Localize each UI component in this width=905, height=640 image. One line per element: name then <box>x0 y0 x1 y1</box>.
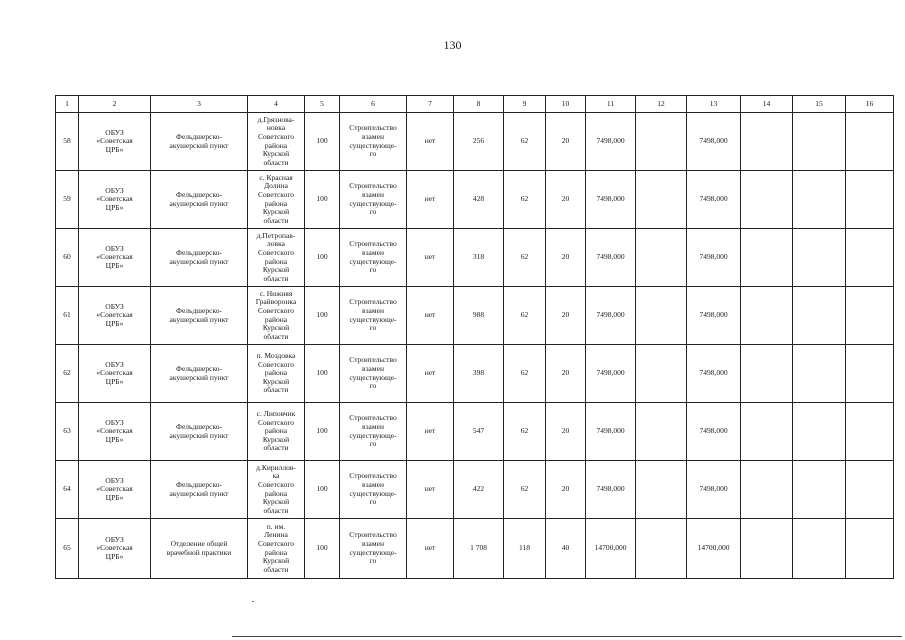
table-cell <box>636 345 687 403</box>
table-cell <box>846 229 894 287</box>
table-cell: д.Петропав- ловка Советского района Курской области <box>248 229 305 287</box>
table-cell: ОБУЗ «Советская ЦРБ» <box>79 171 151 229</box>
table-cell: нет <box>407 519 454 579</box>
column-header: 13 <box>687 96 741 113</box>
table-cell: 7498,000 <box>586 461 636 519</box>
column-header: 7 <box>407 96 454 113</box>
table-row <box>56 345 894 403</box>
column-header: 10 <box>546 96 586 113</box>
table-cell <box>741 171 793 229</box>
table-body <box>56 113 894 579</box>
table-cell <box>793 229 846 287</box>
table-cell: 62 <box>504 229 546 287</box>
table-cell: 547 <box>454 403 504 461</box>
table-cell: 20 <box>546 229 586 287</box>
table-cell: 100 <box>305 287 340 345</box>
column-header: 14 <box>741 96 793 113</box>
table-cell: с. Красная Долина Советского района Курской области <box>248 171 305 229</box>
table-cell: ОБУЗ «Советская ЦРБ» <box>79 519 151 579</box>
table-cell: Фельдшерско- акушерский пункт <box>151 345 248 403</box>
column-header: 15 <box>793 96 846 113</box>
table-cell <box>846 461 894 519</box>
table-cell: 7498,000 <box>687 171 741 229</box>
table-cell: Строительство взамен существующе- го <box>340 287 407 345</box>
table-cell: Фельдшерско- акушерский пункт <box>151 461 248 519</box>
table-cell: 988 <box>454 287 504 345</box>
data-table <box>55 95 894 579</box>
table-cell: нет <box>407 461 454 519</box>
table-cell <box>846 287 894 345</box>
column-header: 11 <box>586 96 636 113</box>
table-cell: 100 <box>305 403 340 461</box>
table-row <box>56 171 894 229</box>
table-cell: ОБУЗ «Советская ЦРБ» <box>79 403 151 461</box>
table-cell: 7498,000 <box>586 403 636 461</box>
table-cell: 7498,000 <box>687 345 741 403</box>
column-header: 2 <box>79 96 151 113</box>
table-cell: ОБУЗ «Советская ЦРБ» <box>79 113 151 171</box>
table-cell: 318 <box>454 229 504 287</box>
table-cell: Строительство взамен существующе- го <box>340 461 407 519</box>
column-header: 8 <box>454 96 504 113</box>
table-cell: 7498,000 <box>687 229 741 287</box>
table-cell: 100 <box>305 345 340 403</box>
table-cell: Фельдшерско- акушерский пункт <box>151 229 248 287</box>
table-row <box>56 461 894 519</box>
table-cell: 7498,000 <box>687 461 741 519</box>
table-cell: 20 <box>546 171 586 229</box>
table-cell: 20 <box>546 287 586 345</box>
table-cell: д.Грязнова- новка Советского района Курской области <box>248 113 305 171</box>
table-cell <box>741 287 793 345</box>
table-cell: 58 <box>56 113 79 171</box>
table-cell: 14700,000 <box>687 519 741 579</box>
table-row <box>56 519 894 579</box>
table-cell: п. им. Ленина Советского района Курской области <box>248 519 305 579</box>
table-cell: 61 <box>56 287 79 345</box>
table-cell: ОБУЗ «Советская ЦРБ» <box>79 461 151 519</box>
header-row <box>56 96 894 113</box>
table-cell: п. Моздовка Советского района Курской области <box>248 345 305 403</box>
table-cell: 100 <box>305 229 340 287</box>
table-cell: 20 <box>546 461 586 519</box>
table-cell: 1 708 <box>454 519 504 579</box>
table-cell <box>846 171 894 229</box>
table-cell <box>741 403 793 461</box>
table-cell <box>636 229 687 287</box>
table-cell: Строительство взамен существующе- го <box>340 113 407 171</box>
table-cell <box>846 345 894 403</box>
table-cell: Строительство взамен существующе- го <box>340 403 407 461</box>
table-cell <box>846 113 894 171</box>
table-cell: 62 <box>56 345 79 403</box>
table-cell <box>793 403 846 461</box>
table-cell: 100 <box>305 113 340 171</box>
table-cell: 422 <box>454 461 504 519</box>
table-cell: 60 <box>56 229 79 287</box>
table-cell: 63 <box>56 403 79 461</box>
table-cell: нет <box>407 113 454 171</box>
table-cell <box>793 345 846 403</box>
column-header: 16 <box>846 96 894 113</box>
table-cell <box>741 345 793 403</box>
table-cell: 62 <box>504 345 546 403</box>
table-cell: нет <box>407 171 454 229</box>
column-header: 1 <box>56 96 79 113</box>
table-cell <box>846 519 894 579</box>
table-cell: 7498,000 <box>687 287 741 345</box>
table-cell: 65 <box>56 519 79 579</box>
table-cell: 428 <box>454 171 504 229</box>
table-cell: д.Кириллов- ка Советского района Курской области <box>248 461 305 519</box>
table-cell: 7498,000 <box>687 403 741 461</box>
table-cell <box>636 461 687 519</box>
table-cell: 7498,000 <box>586 113 636 171</box>
table-cell: Фельдшерско- акушерский пункт <box>151 403 248 461</box>
table-cell <box>793 461 846 519</box>
table-cell: 7498,000 <box>687 113 741 171</box>
column-header: 9 <box>504 96 546 113</box>
table-cell: нет <box>407 229 454 287</box>
table-cell: 62 <box>504 171 546 229</box>
table-cell: нет <box>407 287 454 345</box>
table-row <box>56 113 894 171</box>
table-cell: нет <box>407 403 454 461</box>
table-cell: 20 <box>546 403 586 461</box>
table-cell <box>846 403 894 461</box>
table-cell: 40 <box>546 519 586 579</box>
table-cell: 20 <box>546 345 586 403</box>
table-cell <box>793 113 846 171</box>
bottom-rule <box>232 636 902 637</box>
table-cell: 59 <box>56 171 79 229</box>
column-header: 12 <box>636 96 687 113</box>
table-cell <box>636 519 687 579</box>
table-cell: с. Нижняя Грайворонка Советского района Курской области <box>248 287 305 345</box>
table-cell: 100 <box>305 171 340 229</box>
column-header: 3 <box>151 96 248 113</box>
table-cell: 100 <box>305 461 340 519</box>
table-cell: Строительство взамен существующе- го <box>340 345 407 403</box>
table-cell: 14700,000 <box>586 519 636 579</box>
table-cell <box>741 113 793 171</box>
table-cell <box>793 287 846 345</box>
table-cell <box>741 461 793 519</box>
table-cell <box>636 113 687 171</box>
column-header: 6 <box>340 96 407 113</box>
table-cell: 62 <box>504 403 546 461</box>
table-cell: 256 <box>454 113 504 171</box>
table-cell: 62 <box>504 113 546 171</box>
table-cell: 7498,000 <box>586 287 636 345</box>
table-cell: Отделение общей врачебной практики <box>151 519 248 579</box>
table-cell <box>793 171 846 229</box>
table-cell <box>741 519 793 579</box>
table-cell: 118 <box>504 519 546 579</box>
table-cell <box>636 287 687 345</box>
table-cell: 62 <box>504 461 546 519</box>
table-cell: 100 <box>305 519 340 579</box>
table-cell: Фельдшерско- акушерский пункт <box>151 287 248 345</box>
table-cell: 20 <box>546 113 586 171</box>
table-cell: Строительство взамен существующе- го <box>340 171 407 229</box>
table-cell: 7498,000 <box>586 229 636 287</box>
table-row <box>56 403 894 461</box>
table-cell <box>636 171 687 229</box>
column-header: 5 <box>305 96 340 113</box>
page-number: 130 <box>443 38 462 52</box>
table-cell: Строительство взамен существующе- го <box>340 519 407 579</box>
table-cell: ОБУЗ «Советская ЦРБ» <box>79 229 151 287</box>
table-cell: Строительство взамен существующе- го <box>340 229 407 287</box>
table-cell <box>636 403 687 461</box>
table-cell <box>793 519 846 579</box>
table-cell: 7498,000 <box>586 345 636 403</box>
table-cell: ОБУЗ «Советская ЦРБ» <box>79 345 151 403</box>
table-cell: 62 <box>504 287 546 345</box>
table-cell: Фельдшерско- акушерский пункт <box>151 113 248 171</box>
table-row <box>56 287 894 345</box>
table-row <box>56 229 894 287</box>
table-cell: Фельдшерско- акушерский пункт <box>151 171 248 229</box>
table-cell <box>741 229 793 287</box>
table-cell: ОБУЗ «Советская ЦРБ» <box>79 287 151 345</box>
table-cell: 398 <box>454 345 504 403</box>
table-cell: с. Липовчик Советского района Курской области <box>248 403 305 461</box>
column-header: 4 <box>248 96 305 113</box>
table-cell: нет <box>407 345 454 403</box>
table-cell: 7498,000 <box>586 171 636 229</box>
table-cell: 64 <box>56 461 79 519</box>
scan-speck <box>252 601 254 602</box>
